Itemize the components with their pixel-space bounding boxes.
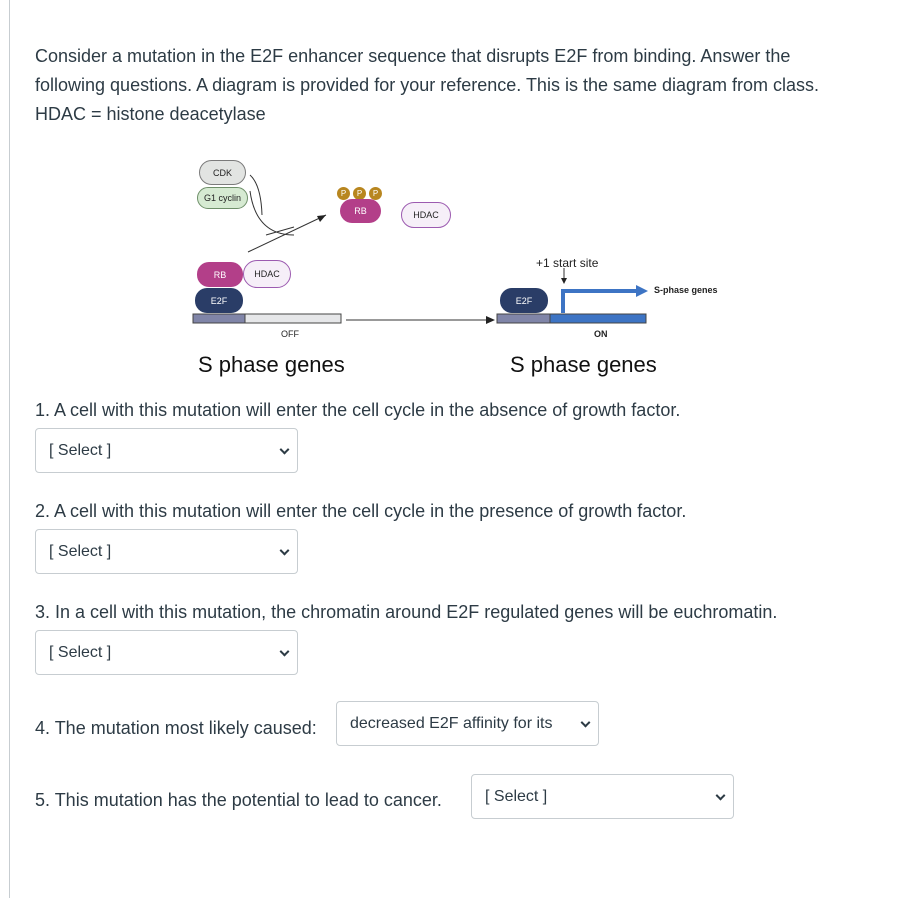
chevron-down-icon [280,545,290,555]
bound-hdac: HDAC [243,260,291,288]
off-label: OFF [281,329,299,339]
content-left-border [9,0,10,898]
question-4-text: 4. The mutation most likely caused: [35,718,317,738]
caption-left: S phase genes [198,352,345,377]
bound-rb: RB [197,262,243,287]
right-enhancer-block [497,314,550,323]
chevron-down-icon [280,646,290,656]
arrow-tick [266,227,294,235]
phosphate-1: P [336,186,351,201]
start-site-label: +1 start site [536,256,599,270]
on-label: ON [594,329,608,339]
question-3-selected-value: [ Select ] [49,643,112,661]
bracket-line-top [250,175,262,215]
e2f-left: E2F [195,288,243,313]
question-1-selected-value: [ Select ] [49,441,112,459]
cdk-protein: CDK [199,160,246,185]
caption-right: S phase genes [510,352,657,377]
question-3-text: 3. In a cell with this mutation, the chromatin around E2F regulated genes will be euchromatin. [35,602,778,622]
left-gene-bar [245,314,341,323]
question-intro [35,42,875,129]
phosphate-2: P [352,186,367,201]
phosphorylated-rb: RB [340,199,381,223]
s-phase-genes-label: S-phase genes [654,285,718,295]
intro-line-3: HDAC = histone deacetylase [35,104,266,124]
question-1-select[interactable] [35,428,298,473]
e2f-rb-diagram [186,155,746,385]
chevron-down-icon [716,790,726,800]
question-4-selected-value: decreased E2F affinity for its [350,714,553,732]
transcription-arrowhead [636,285,648,297]
chevron-down-icon [581,717,591,727]
question-2-text: 2. A cell with this mutation will enter the cell cycle in the presence of growth factor. [35,501,687,521]
question-5-selected-value: [ Select ] [485,787,548,805]
released-hdac: HDAC [401,202,451,228]
question-2-selected-value: [ Select ] [49,542,112,560]
question-4-select[interactable] [336,701,599,746]
right-gene-bar [550,314,646,323]
g1-cyclin-protein: G1 cyclin [197,187,248,209]
question-5-text: 5. This mutation has the potential to lead to cancer. [35,790,442,810]
intro-line-1: Consider a mutation in the E2F enhancer sequence that disrupts E2F from binding. Answer the [35,46,791,66]
start-site-pointer-head [561,278,567,284]
intro-line-2: following questions. A diagram is provided for your reference. This is the same diagram from class. [35,75,820,95]
chevron-down-icon [280,444,290,454]
left-enhancer-block [193,314,245,323]
e2f-right: E2F [500,288,548,313]
question-2-select[interactable] [35,529,298,574]
transition-arrowhead [486,316,495,324]
phosphate-3: P [368,186,383,201]
phosphorylation-arrowhead [317,215,326,222]
question-3-select[interactable] [35,630,298,675]
question-5-select[interactable] [471,774,734,819]
transcription-arrow [563,291,638,313]
question-1-text: 1. A cell with this mutation will enter the cell cycle in the absence of growth factor. [35,400,681,420]
phosphorylation-arrow [248,215,326,252]
